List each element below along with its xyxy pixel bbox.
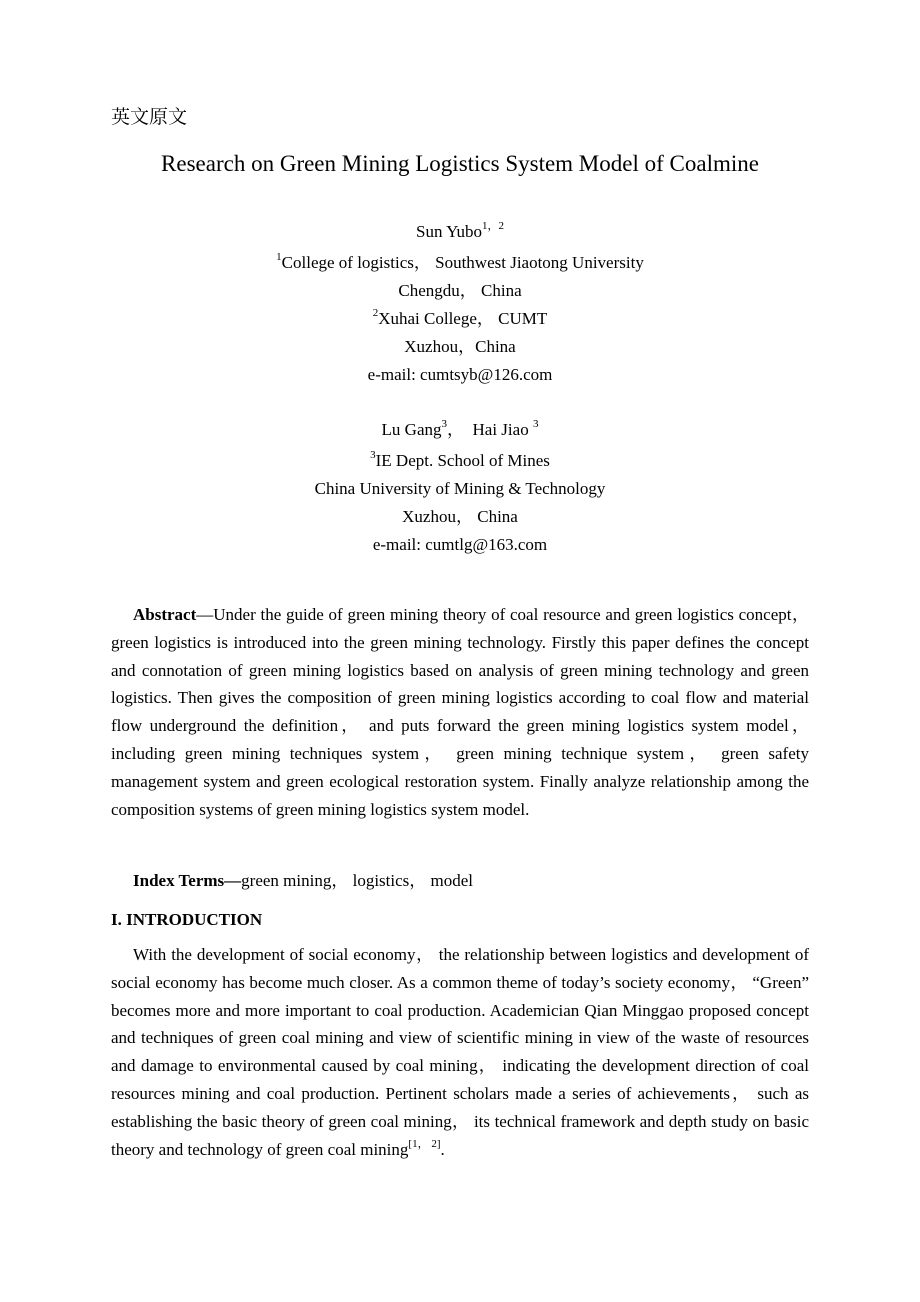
author2-email: e-mail: cumtlg@163.com [372,535,548,554]
introduction-end: . [440,1139,445,1159]
citation-ref: [1， 2] [408,1137,441,1150]
author2-sup1: 3 [441,418,448,430]
index-terms-paragraph [111,867,809,895]
introduction-text: With the development of social economy， the relationship between logistics and development of social economy has become much closer. As a common theme of today’s society economy， “Green” becomes more and more important to coal production. Academician Qian Minggao proposed concept and techniques of green coal mining and view of scientific mining in view of the waste of resources and damage to environmental caused by coal mining， indicating the development direction of coal resources mining and coal production. Pertinent scholars made a series of achievements， such as establishing the basic theory of green coal mining， its technical framework and depth study on basic theory and technology of green coal mining [111,945,809,1159]
author2-name2: Hai Jiao [472,420,533,439]
abstract-label: Abstract [133,605,197,624]
author1-affiliation1-city: Chengdu， China [398,281,522,300]
author2-organization: China University of Mining & Technology [314,479,606,498]
index-terms-text: green mining， logistics， model [241,871,474,890]
paper-title: Research on Green Mining Logistics System Model of Coalmine [161,151,759,176]
author1-line [0,222,920,242]
abstract-paragraph [111,601,809,823]
aff1-sup: 1 [276,251,282,263]
chinese-heading: 英文原文 [111,106,188,128]
author1-sup: 1，2 [481,220,504,232]
author1-name: Sun Yubo [416,222,482,241]
section-heading: I. INTRODUCTION [111,910,263,929]
index-terms-label: Index Terms— [133,871,242,890]
author1-affiliation1: $^1$College of logistics， Southwest Jiaotong University [276,251,644,272]
author1-email: e-mail: cumtsyb@126.com [367,365,553,384]
author2-affiliation: $^3$IE Dept. School of Mines [370,449,550,470]
author1-affiliation2: $^2$Xuhai College， CUMT [372,307,548,328]
abstract-block [111,601,809,823]
author2-sup2: 3 [532,418,539,430]
author2-separator: ， [447,420,473,439]
author2-city: Xuzhou， China [402,507,518,526]
author1-affiliation2-city: Xuzhou，China [404,337,516,356]
aff3-sup: 3 [370,449,376,461]
aff2-sup: 2 [372,307,379,319]
introduction-block [111,941,809,1163]
abstract-text: —Under the guide of green mining theory of coal resource and green logistics concept， green logistics is introduced into the green mining technology. Firstly this paper defines the concept and connotation of green mining logistics based on analysis of green mining technology and green logistics. Then gives the composition of green mining logistics according to coal flow and material flow underground the definition， and puts forward the green mining logistics system model， including green mining techniques system， green mining technique system， green safety management system and green ecological restoration system. Finally analyze relationship among the composition systems of green mining logistics system model. [111,605,809,819]
author2-name1: Lu Gang [381,420,442,439]
index-terms-block [111,867,809,895]
author2-line [0,420,920,440]
introduction-paragraph [111,941,809,1163]
